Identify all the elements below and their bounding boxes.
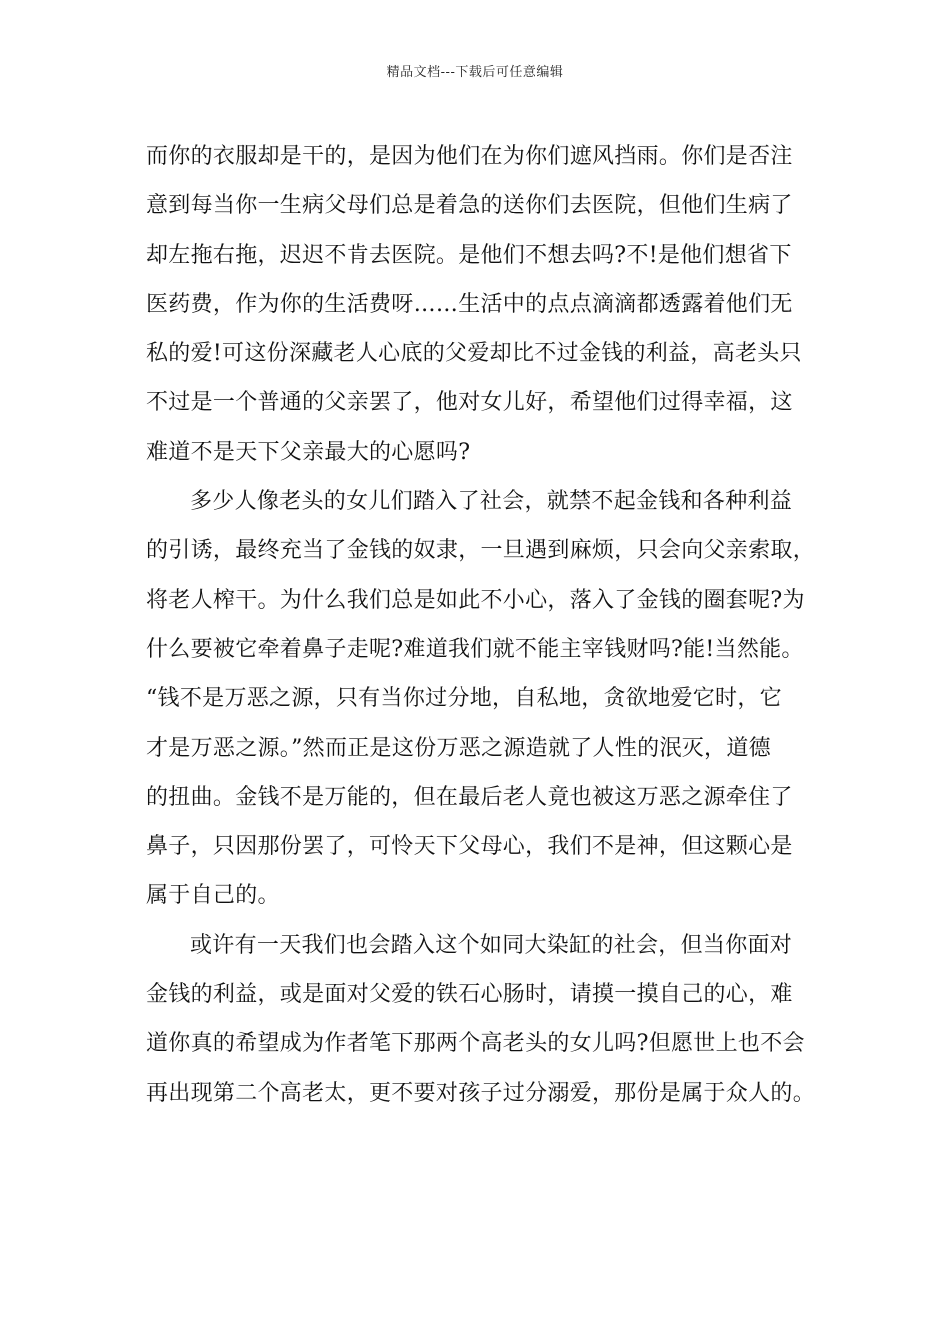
text-line: 属于自己的。 <box>146 883 280 909</box>
text-line: 再出现第二个高老太，更不要对孩子过分溺爱，那份是属于众人的。 <box>146 1080 816 1106</box>
document-body <box>146 132 826 1118</box>
paragraph-2 <box>146 477 826 921</box>
text-line: 金钱的利益，或是面对父爱的铁石心肠时，请摸一摸自己的心，难 <box>146 982 793 1008</box>
text-line: 不过是一个普通的父亲罢了，他对女儿好，希望他们过得幸福，这 <box>146 390 793 416</box>
page-header: 精品文档---下载后可任意编辑 <box>386 65 564 80</box>
paragraph-1 <box>146 132 826 477</box>
text-line: 将老人榨干。为什么我们总是如此不小心，落入了金钱的圈套呢?为 <box>146 587 805 613</box>
text-line: 的扭曲。金钱不是万能的，但在最后老人竟也被这万恶之源牵住了 <box>146 784 793 810</box>
text-line: 鼻子，只因那份罢了，可怜天下父母心，我们不是神，但这颗心是 <box>146 834 793 860</box>
text-line: 道你真的希望成为作者笔下那两个高老头的女儿吗?但愿世上也不会 <box>146 1031 805 1057</box>
text-line: 意到每当你一生病父母们总是着急的送你们去医院，但他们生病了 <box>146 193 793 219</box>
text-line: 或许有一天我们也会踏入这个如同大染缸的社会，但当你面对 <box>190 932 793 958</box>
text-line: 医药费，作为你的生活费呀……生活中的点点滴滴都透露着他们无 <box>146 291 793 317</box>
text-line: 而你的衣服却是干的，是因为他们在为你们遮风挡雨。你们是否注 <box>146 144 793 169</box>
text-line: 才是万恶之源。”然而正是这份万恶之源造就了人性的泯灭，道德 <box>146 735 771 761</box>
text-line: “钱不是万恶之源，只有当你过分地，自私地，贪欲地爱它时，它 <box>146 686 782 712</box>
text-line: 私的爱!可这份深藏老人心底的父爱却比不过金钱的利益，高老头只 <box>146 341 802 367</box>
paragraph-3 <box>146 921 826 1118</box>
text-line: 多少人像老头的女儿们踏入了社会，就禁不起金钱和各种利益 <box>190 489 793 515</box>
text-line: 难道不是天下父亲最大的心愿吗? <box>146 439 471 465</box>
text-line: 却左拖右拖，迟迟不肯去医院。是他们不想去吗?不!是他们想省下 <box>146 242 792 268</box>
text-line: 什么要被它牵着鼻子走呢?难道我们就不能主宰钱财吗?能!当然能。 <box>146 636 804 662</box>
text-line: 的引诱，最终充当了金钱的奴隶，一旦遇到麻烦，只会向父亲索取， <box>146 538 816 564</box>
